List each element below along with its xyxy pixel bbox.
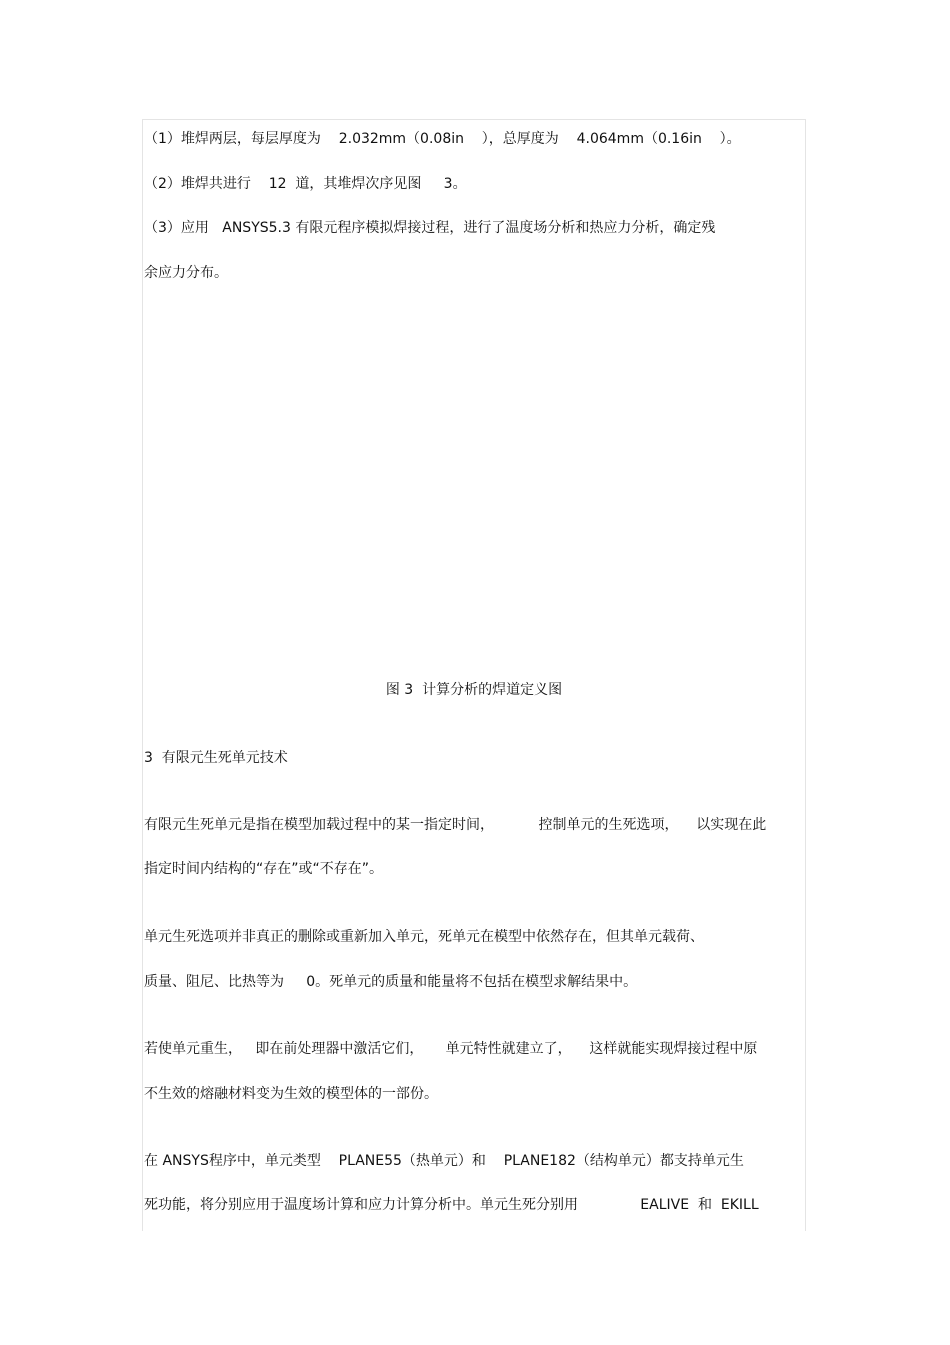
paragraph-3-line-1: 若使单元重生， 即在前处理器中激活它们， 单元特性就建立了， 这样就能实现焊接过程中原: [144, 1041, 758, 1057]
paragraph-2-line-1: 单元生死选项并非真正的删除或重新加入单元，死单元在模型中依然存在，但其单元载荷、: [144, 929, 704, 945]
list-item-3: （3）应用 ANSYS5.3 有限元程序模拟焊接过程，进行了温度场分析和热应力分析，确定残: [144, 220, 716, 236]
paragraph-4-line-1: 在 ANSYS程序中，单元类型 PLANE55（热单元）和 PLANE182（结构单元）都支持单元生: [144, 1153, 744, 1169]
paragraph-1-line-2: 指定时间内结构的“存在”或“不存在”。: [144, 861, 384, 877]
section-heading: 3 有限元生死单元技术: [144, 750, 288, 766]
paragraph-1-line-1: 有限元生死单元是指在模型加载过程中的某一指定时间， 控制单元的生死选项， 以实现在此: [144, 817, 767, 833]
list-item-1: （1）堆焊两层，每层厚度为 2.032mm（0.08in ），总厚度为 4.064mm（0.16in ）。: [144, 131, 741, 147]
list-item-3-continuation: 余应力分布。: [144, 265, 228, 281]
page-frame: [142, 119, 806, 1231]
paragraph-4-line-2: 死功能，将分别应用于温度场计算和应力计算分析中。单元生死分别用 EALIVE 和 EKILL: [144, 1197, 759, 1213]
paragraph-2-line-2: 质量、阻尼、比热等为 0。死单元的质量和能量将不包括在模型求解结果中。: [144, 974, 638, 990]
list-item-2: （2）堆焊共进行 12 道，其堆焊次序见图 3。: [144, 176, 467, 192]
figure-caption: 图 3 计算分析的焊道定义图: [385, 682, 563, 698]
figure-placeholder: [143, 290, 805, 670]
paragraph-3-line-2: 不生效的熔融材料变为生效的模型体的一部份。: [144, 1086, 438, 1102]
